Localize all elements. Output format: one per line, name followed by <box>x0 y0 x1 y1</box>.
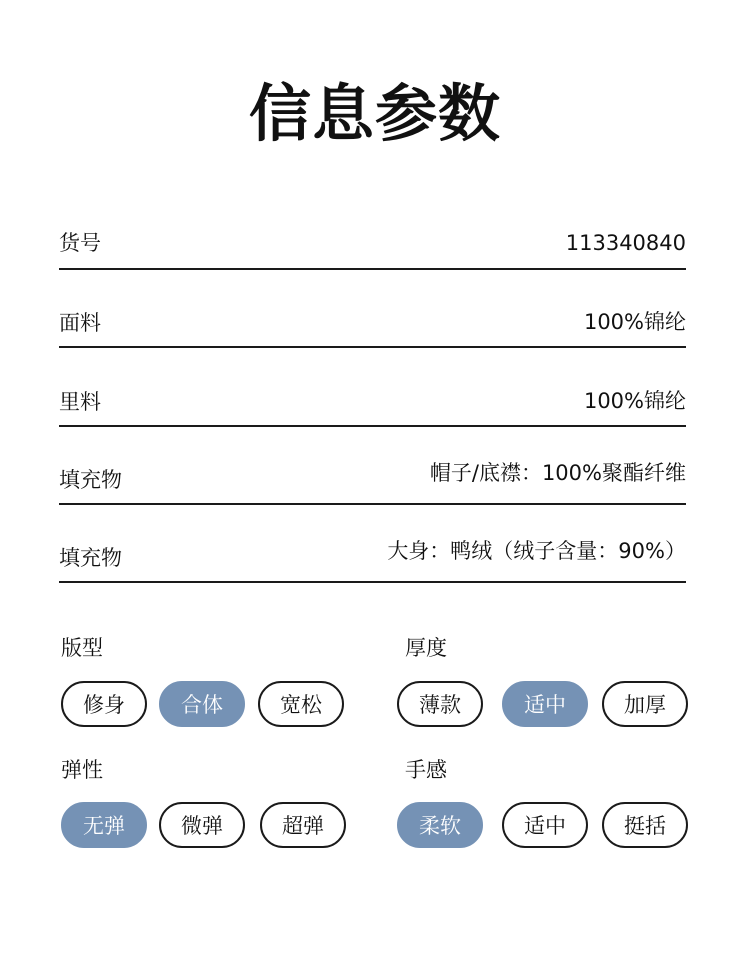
option-thickness-thick[interactable]: 加厚 <box>602 681 688 727</box>
param-value: 113340840 <box>565 231 686 255</box>
group-title-thickness: 厚度 <box>405 636 447 660</box>
option-elasticity-none[interactable]: 无弹 <box>61 802 147 848</box>
option-thickness-thin[interactable]: 薄款 <box>397 681 483 727</box>
option-elasticity-slight[interactable]: 微弹 <box>159 802 245 848</box>
param-row-filling-body <box>59 521 686 583</box>
option-feel-crisp[interactable]: 挺括 <box>602 802 688 848</box>
param-value: 100%锦纶 <box>583 310 686 334</box>
param-label: 货号 <box>59 231 101 255</box>
param-label: 里料 <box>59 390 101 414</box>
param-value: 100%锦纶 <box>583 389 686 413</box>
page-title: 信息参数 <box>248 77 501 150</box>
param-value: 帽子/底襟：100%聚酯纤维 <box>429 461 686 485</box>
option-feel-medium[interactable]: 适中 <box>502 802 588 848</box>
param-label: 填充物 <box>59 546 122 570</box>
param-row-fabric <box>59 286 686 348</box>
group-title-elasticity: 弹性 <box>61 758 103 782</box>
param-row-item-number <box>59 208 686 270</box>
param-label: 填充物 <box>59 468 122 492</box>
group-title-hand-feel: 手感 <box>405 758 447 782</box>
option-thickness-medium[interactable]: 适中 <box>502 681 588 727</box>
option-fit-regular[interactable]: 合体 <box>159 681 245 727</box>
group-title-fit: 版型 <box>61 636 103 660</box>
param-label: 面料 <box>59 311 101 335</box>
option-elasticity-high[interactable]: 超弹 <box>260 802 346 848</box>
option-feel-soft[interactable]: 柔软 <box>397 802 483 848</box>
option-fit-loose[interactable]: 宽松 <box>258 681 344 727</box>
param-value: 大身：鸭绒（绒子含量：90%） <box>387 539 686 563</box>
option-fit-slim[interactable]: 修身 <box>61 681 147 727</box>
param-row-lining <box>59 365 686 427</box>
param-row-filling-hood <box>59 443 686 505</box>
